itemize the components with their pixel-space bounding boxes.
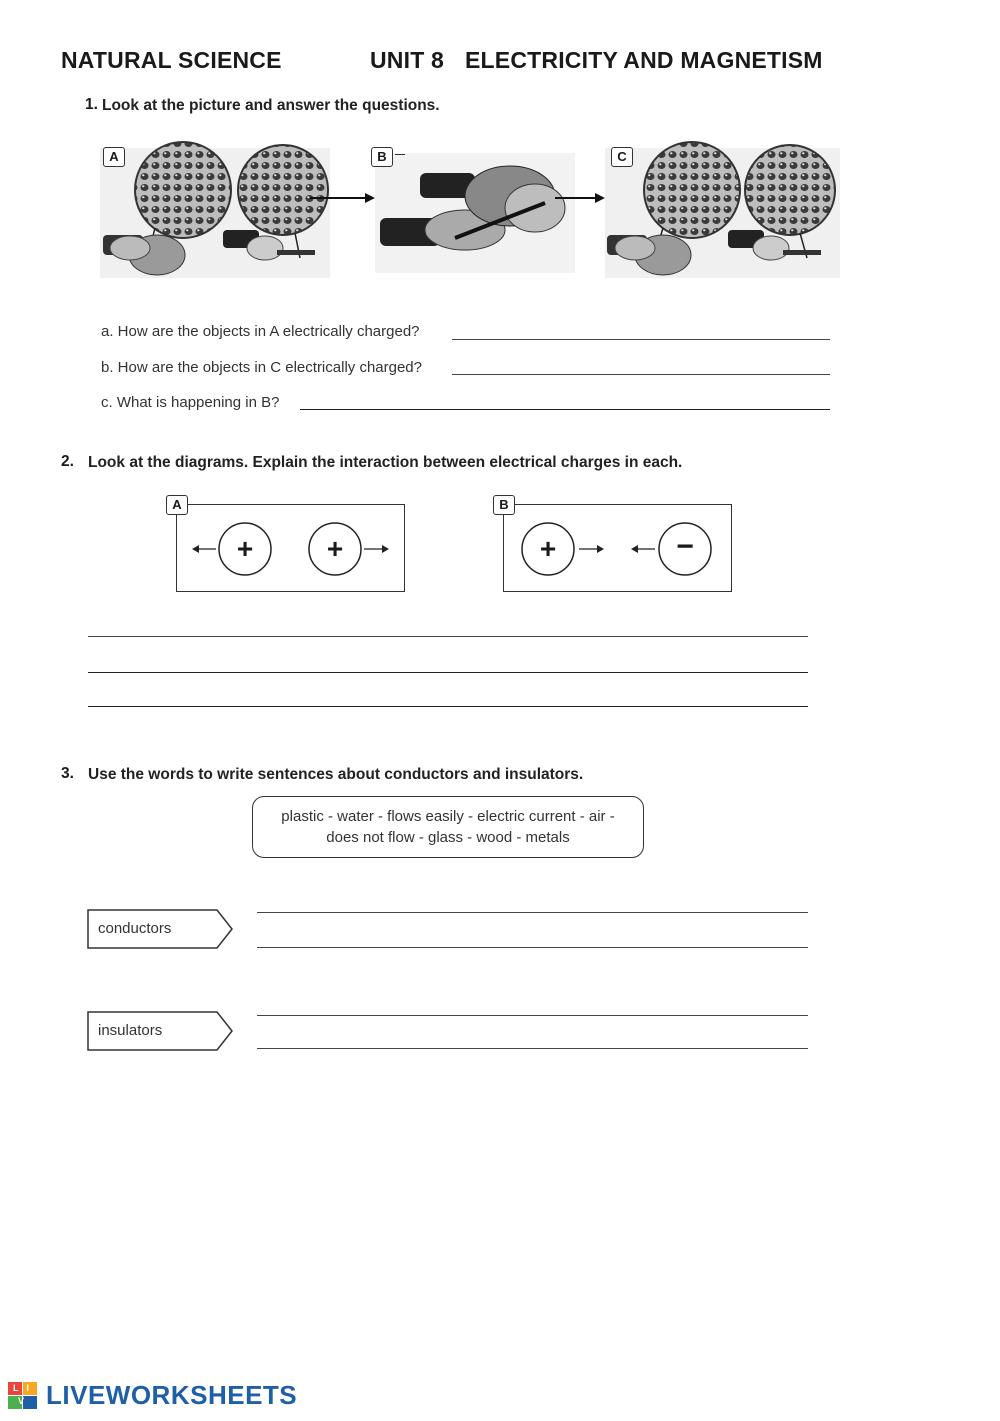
q1c-question: c. What is happening in B?: [101, 394, 280, 411]
panel-a: [100, 142, 330, 278]
conductors-label: conductors: [98, 920, 172, 937]
q1-picture: [95, 138, 845, 288]
charged-sphere-icon: [644, 142, 740, 238]
q3-title: Use the words to write sentences about conductors and insulators.: [88, 766, 584, 783]
panel-c-label: C: [611, 147, 633, 167]
word-bank-line-1: plastic - water - flows easily - electric current - air -: [281, 808, 615, 825]
charged-sphere-icon: [745, 145, 835, 235]
q1-number: 1.: [85, 96, 98, 113]
q1b-answer-line[interactable]: [452, 374, 830, 375]
diagram-b-right-charge: −: [676, 530, 694, 563]
insulators-answer-line-1[interactable]: [257, 1015, 808, 1016]
insulators-answer-line-2[interactable]: [257, 1048, 808, 1049]
q2-title: Look at the diagrams. Explain the interaction between electrical charges in each.: [88, 454, 683, 471]
diagram-b-label: B: [493, 495, 515, 515]
diagram-a-right-charge: +: [326, 533, 344, 564]
panel-b-label-tick: [395, 154, 405, 155]
subject-title: NATURAL SCIENCE: [61, 47, 282, 73]
logo-badge-letters: LIVE: [13, 1383, 37, 1419]
charged-sphere-icon: [238, 145, 328, 235]
word-bank: [252, 796, 644, 858]
panel-b-label: B: [371, 147, 393, 167]
word-bank-line-2: does not flow - glass - wood - metals: [326, 829, 570, 846]
diagram-a-left-charge: +: [236, 533, 254, 564]
q2-answer-line-2[interactable]: [88, 672, 808, 673]
insulators-label: insulators: [98, 1022, 163, 1039]
panel-a-label: A: [103, 147, 125, 167]
panel-b: [375, 153, 575, 273]
q1a-question: a. How are the objects in A electrically charged?: [101, 323, 420, 340]
conductors-answer-line-2[interactable]: [257, 947, 808, 948]
diagram-a-label: A: [166, 495, 188, 515]
diagram-b-left-charge: +: [539, 533, 557, 564]
logo-text: LIVEWORKSHEETS: [46, 1380, 298, 1410]
conductors-answer-line-1[interactable]: [257, 912, 808, 913]
unit-number: UNIT 8: [370, 47, 445, 73]
q1b-question: b. How are the objects in C electrically charged?: [101, 359, 422, 376]
unit-topic: ELECTRICITY AND MAGNETISM: [465, 47, 823, 73]
diagram-a-drawing: [176, 504, 405, 592]
charged-sphere-icon: [135, 142, 231, 238]
q3-number: 3.: [61, 765, 74, 782]
q1c-answer-line[interactable]: [300, 409, 830, 410]
panel-c: [605, 142, 840, 278]
q1-title: Look at the picture and answer the questions.: [102, 97, 440, 114]
q2-answer-line-3[interactable]: [88, 706, 808, 707]
q1a-answer-line[interactable]: [452, 339, 830, 340]
q2-number: 2.: [61, 453, 74, 470]
q2-answer-line-1[interactable]: [88, 636, 808, 637]
